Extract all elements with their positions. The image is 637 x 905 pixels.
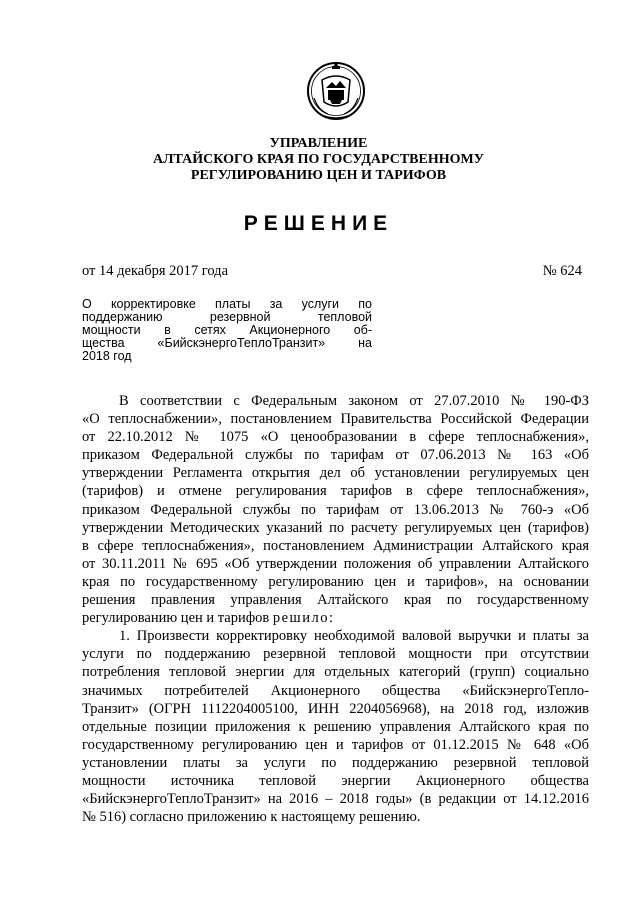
- preamble-line: в сфере теплоснабжения», постановлением Администрации Алтайского края: [82, 537, 589, 554]
- preamble-line: (тарифов) и отмене регулирования тарифов в сфере теплоснабжения»,: [82, 483, 589, 500]
- item-1-line: отдельные позиции приложения к решению управления Алтайского края по: [82, 718, 589, 735]
- item-1-line: Транзит» (ОГРН 1112204005100, ИНН 2204056968), на 2018 год, изложив: [82, 700, 589, 717]
- authority-line-3: РЕГУЛИРОВАНИЮ ЦЕН И ТАРИФОВ: [190, 168, 447, 183]
- item-1-line: установлении платы за услуги по поддержанию резервной тепловой: [82, 754, 589, 771]
- subject-line: О корректировке платы за услуги по: [82, 297, 372, 311]
- preamble-line: утверждении Регламента открытия дел об установлении регулируемых цен: [82, 465, 589, 482]
- coat-of-arms-icon: [304, 58, 368, 122]
- preamble-line: от 30.11.2011 № 695 «Об утверждении положения об управлении Алтайского: [82, 555, 589, 572]
- preamble-line: регулированию цен и тарифов: [82, 610, 270, 627]
- subject-line: мощности в сетях Акционерного об-: [82, 323, 372, 337]
- preamble-line: утверждении Методических указаний по расчету регулируемых цен (тарифов): [82, 519, 589, 536]
- preamble-line: приказом Федеральной службы по тарифам от 13.06.2013 № 760-э «Об: [82, 501, 589, 518]
- document-subject: [82, 298, 372, 363]
- decided-colon: :: [328, 610, 333, 627]
- decided-word: решило: [272, 610, 329, 627]
- preamble-line: края по государственному регулированию цен и тарифов», на основании: [82, 573, 589, 590]
- document-title: РЕШЕНИЕ: [243, 212, 394, 235]
- preamble-line: от 22.10.2012 № 1075 «О ценообразовании в сфере теплоснабжения»,: [82, 429, 589, 446]
- document-number: № 624: [542, 263, 582, 279]
- preamble-final-line: [82, 609, 589, 627]
- subject-line: 2018 год: [82, 349, 132, 363]
- issuing-authority: [0, 136, 637, 184]
- preamble-line: приказом Федеральной службы по тарифам от 07.06.2013 № 163 «Об: [82, 447, 589, 464]
- authority-line-1: УПРАВЛЕНИЕ: [269, 136, 368, 151]
- preamble-line: «О теплоснабжении», постановлением Правительства Российской Федерации: [82, 411, 589, 428]
- item-1-line: мощности источника тепловой энергии Акционерного общества: [82, 772, 589, 789]
- document-date: от 14 декабря 2017 года: [82, 263, 228, 279]
- item-1-line: 1. Произвести корректировку необходимой валовой выручки и платы за: [119, 628, 589, 645]
- item-1-line: потребления тепловой энергии для отдельных категорий (групп) социально: [82, 664, 589, 681]
- item-1-line: «БийскэнергоТеплоТранзит» на 2016 – 2018 годы» (в редакции от 14.12.2016: [82, 791, 589, 808]
- item-1-line: значимых потребителей Акционерного общества «БийскэнергоТепло-: [82, 682, 589, 699]
- decision-body: [82, 392, 589, 826]
- preamble-line: решения правления управления Алтайского края по государственному: [82, 592, 589, 609]
- item-1-line: услуги по поддержанию резервной тепловой мощности при отсутствии: [82, 646, 589, 663]
- item-1-line: государственному регулированию цен и тарифов от 01.12.2015 № 648 «Об: [82, 736, 589, 753]
- subject-line: щества «БийскэнергоТеплоТранзит» на: [82, 336, 372, 350]
- subject-line: поддержанию резервной тепловой: [82, 310, 372, 324]
- authority-line-2: АЛТАЙСКОГО КРАЯ ПО ГОСУДАРСТВЕННОМУ: [153, 152, 484, 167]
- item-1-line: № 516) согласно приложению к настоящему решению.: [82, 809, 421, 826]
- preamble-line: В соответствии с Федеральным законом от 27.07.2010 № 190-ФЗ: [119, 393, 589, 409]
